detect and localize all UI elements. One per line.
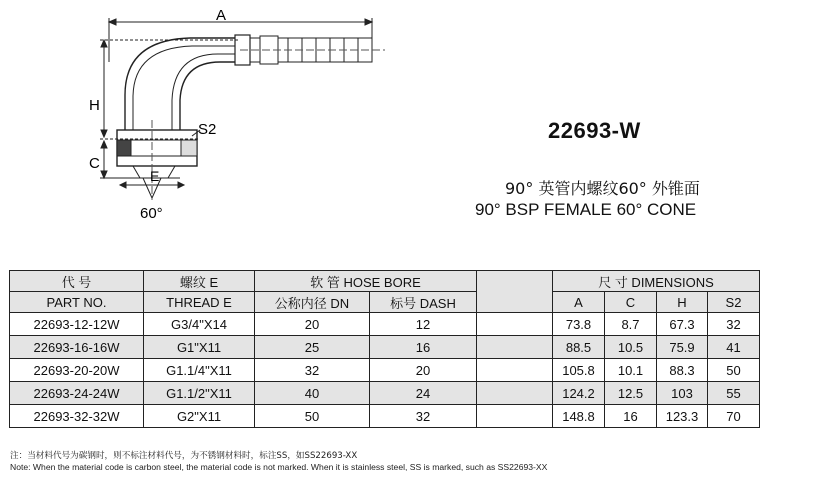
cell-dn: 32 xyxy=(255,359,370,382)
cell-a: 88.5 xyxy=(553,336,605,359)
cell-dash: 16 xyxy=(370,336,477,359)
note-en: Note: When the material code is carbon steel, the material code is not marked. When it is stainless steel, SS is marked, such as SS22693-XX xyxy=(10,462,548,472)
cell-h: 67.3 xyxy=(657,313,708,336)
cell-blank xyxy=(477,313,553,336)
cell-thread: G1.1/2"X11 xyxy=(144,382,255,405)
header-part-en: PART NO. xyxy=(10,292,144,313)
header-thread-en: THREAD E xyxy=(144,292,255,313)
header-blank xyxy=(477,271,553,313)
cell-part: 22693-16-16W xyxy=(10,336,144,359)
dim-e-label: E xyxy=(150,168,160,184)
product-code: 22693-W xyxy=(548,118,641,143)
angle-label: 60° xyxy=(140,205,163,222)
dim-h-label: H xyxy=(89,97,100,114)
cell-dn: 20 xyxy=(255,313,370,336)
header-dn: 公称内径 DN xyxy=(255,292,370,313)
header-a: A xyxy=(553,292,605,313)
dim-s2-label: S2 xyxy=(198,121,217,138)
cell-dash: 32 xyxy=(370,405,477,428)
cell-blank xyxy=(477,405,553,428)
cell-c: 16 xyxy=(605,405,657,428)
cell-part: 22693-32-32W xyxy=(10,405,144,428)
header-dims: 尺 寸 DIMENSIONS xyxy=(553,271,760,292)
cell-a: 148.8 xyxy=(553,405,605,428)
spec-table xyxy=(9,270,824,428)
cell-dn: 50 xyxy=(255,405,370,428)
note-cn: 注：当材料代号为碳钢时，则不标注材料代号，为不锈钢材料时，标注SS，如SS22693-XX xyxy=(10,451,358,461)
trailing-space xyxy=(760,271,824,428)
cell-dn: 25 xyxy=(255,336,370,359)
cell-part: 22693-12-12W xyxy=(10,313,144,336)
cell-part: 22693-24-24W xyxy=(10,382,144,405)
cell-blank xyxy=(477,359,553,382)
cell-thread: G1.1/4"X11 xyxy=(144,359,255,382)
cell-dash: 20 xyxy=(370,359,477,382)
cell-a: 73.8 xyxy=(553,313,605,336)
cell-c: 8.7 xyxy=(605,313,657,336)
cell-h: 103 xyxy=(657,382,708,405)
table-row xyxy=(10,336,824,359)
header-dash: 标号 DASH xyxy=(370,292,477,313)
cell-h: 123.3 xyxy=(657,405,708,428)
cell-h: 88.3 xyxy=(657,359,708,382)
fitting-drawing xyxy=(0,0,420,240)
cell-thread: G3/4"X14 xyxy=(144,313,255,336)
table-row xyxy=(10,313,824,336)
cell-a: 105.8 xyxy=(553,359,605,382)
cell-s2: 50 xyxy=(708,359,760,382)
cell-s2: 32 xyxy=(708,313,760,336)
cell-thread: G2"X11 xyxy=(144,405,255,428)
header-part-cn: 代 号 xyxy=(10,271,144,292)
header-thread-cn: 螺纹 E xyxy=(144,271,255,292)
cell-thread: G1"X11 xyxy=(144,336,255,359)
cell-dash: 12 xyxy=(370,313,477,336)
header-c: C xyxy=(605,292,657,313)
product-desc-cn: 90° 英管内螺纹60° 外锥面 xyxy=(505,179,700,198)
cell-dash: 24 xyxy=(370,382,477,405)
cell-dn: 40 xyxy=(255,382,370,405)
cell-s2: 41 xyxy=(708,336,760,359)
cell-s2: 70 xyxy=(708,405,760,428)
cell-h: 75.9 xyxy=(657,336,708,359)
cell-blank xyxy=(477,382,553,405)
header-hose: 软 管 HOSE BORE xyxy=(255,271,477,292)
table-row xyxy=(10,382,824,405)
cell-part: 22693-20-20W xyxy=(10,359,144,382)
cell-s2: 55 xyxy=(708,382,760,405)
cell-c: 12.5 xyxy=(605,382,657,405)
cell-c: 10.5 xyxy=(605,336,657,359)
product-desc-en: 90° BSP FEMALE 60° CONE xyxy=(475,200,697,219)
header-s2: S2 xyxy=(708,292,760,313)
table-row xyxy=(10,405,824,428)
cell-c: 10.1 xyxy=(605,359,657,382)
dim-a-label: A xyxy=(216,7,227,24)
header-h: H xyxy=(657,292,708,313)
cell-blank xyxy=(477,336,553,359)
dim-c-label: C xyxy=(89,155,100,172)
table-row xyxy=(10,359,824,382)
cell-a: 124.2 xyxy=(553,382,605,405)
